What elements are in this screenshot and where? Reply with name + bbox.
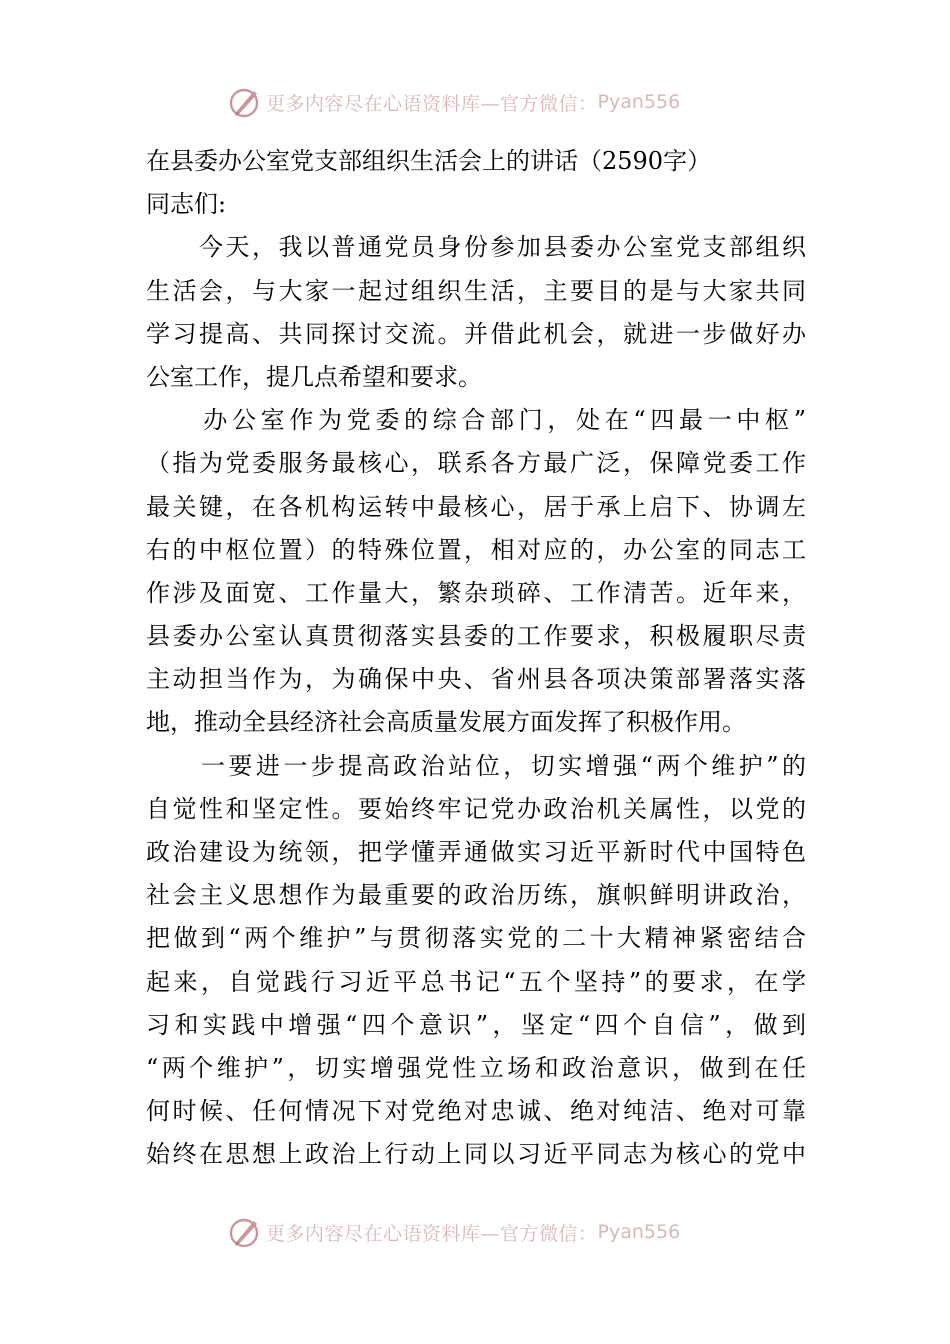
paragraph-1 [146, 226, 806, 399]
pen-circle-logo-icon [228, 85, 262, 119]
paragraph-line: 办公室作为党委的综合部门，处在“四最一中枢” [146, 406, 806, 435]
paragraph-line: 右的中枢位置）的特殊位置，相对应的，办公室的同志工 [146, 535, 806, 564]
paragraph-line: （指为党委服务最核心，联系各方最广泛，保障党委工作 [146, 449, 806, 478]
paragraph-line: 公室工作，提几点希望和要求。 [146, 362, 482, 391]
pen-circle-logo-icon [228, 1215, 262, 1249]
paragraph-line: 生活会，与大家一起过组织生活，主要目的是与大家共同 [146, 276, 806, 305]
paragraph-line: 一要进一步提高政治站位，切实增强“两个维护”的 [146, 751, 806, 780]
paragraph-line: 县委办公室认真贯彻落实县委的工作要求，积极履职尽责 [146, 622, 806, 651]
paragraph-line: 社会主义思想作为最重要的政治历练，旗帜鲜明讲政治， [146, 881, 806, 910]
paragraph-line: 始终在思想上政治上行动上同以习近平同志为核心的党中 [146, 1140, 806, 1169]
paragraph-line: 何时候、任何情况下对党绝对忠诚、绝对纯洁、绝对可靠 [146, 1097, 806, 1126]
watermark-wechat-id: Pyan556 [597, 1221, 681, 1243]
salutation: 同志们: [146, 190, 227, 219]
paragraph-2 [146, 399, 806, 745]
watermark-footer [228, 1214, 680, 1250]
paragraph-line: 主动担当作为，为确保中央、省州县各项决策部署落实落 [146, 665, 806, 694]
paragraph-line: 最关键，在各机构运转中最核心，居于承上启下、协调左 [146, 492, 806, 521]
paragraph-line: 作涉及面宽、工作量大，繁杂琐碎、工作清苦。近年来， [146, 578, 806, 607]
paragraph-line: 今天，我以普通党员身份参加县委办公室党支部组织 [146, 233, 806, 262]
document-body [146, 140, 806, 1177]
paragraph-line: 学习提高、共同探讨交流。并借此机会，就进一步做好办 [146, 319, 806, 348]
document-title: 在县委办公室党支部组织生活会上的讲话（2590字） [146, 147, 712, 175]
paragraph-line: 自觉性和坚定性。要始终牢记党办政治机关属性，以党的 [146, 794, 806, 823]
paragraph-line: 起来，自觉践行习近平总书记“五个坚持”的要求，在学 [146, 967, 806, 996]
watermark-text: 更多内容尽在心语资料库—官方微信： [266, 92, 598, 115]
watermark-wechat-id: Pyan556 [597, 91, 681, 113]
paragraph-line: 地，推动全县经济社会高质量发展方面发挥了积极作用。 [146, 708, 746, 737]
paragraph-line: “两个维护”，切实增强党性立场和政治意识，做到在任 [146, 1053, 806, 1082]
watermark-header [228, 84, 680, 120]
paragraph-3 [146, 745, 806, 1177]
paragraph-line: 政治建设为统领，把学懂弄通做实习近平新时代中国特色 [146, 838, 806, 866]
paragraph-line: 把做到“两个维护”与贯彻落实党的二十大精神紧密结合 [146, 924, 806, 953]
paragraph-line: 习和实践中增强“四个意识”，坚定“四个自信”，做到 [146, 1010, 806, 1039]
watermark-text: 更多内容尽在心语资料库—官方微信： [266, 1222, 598, 1245]
